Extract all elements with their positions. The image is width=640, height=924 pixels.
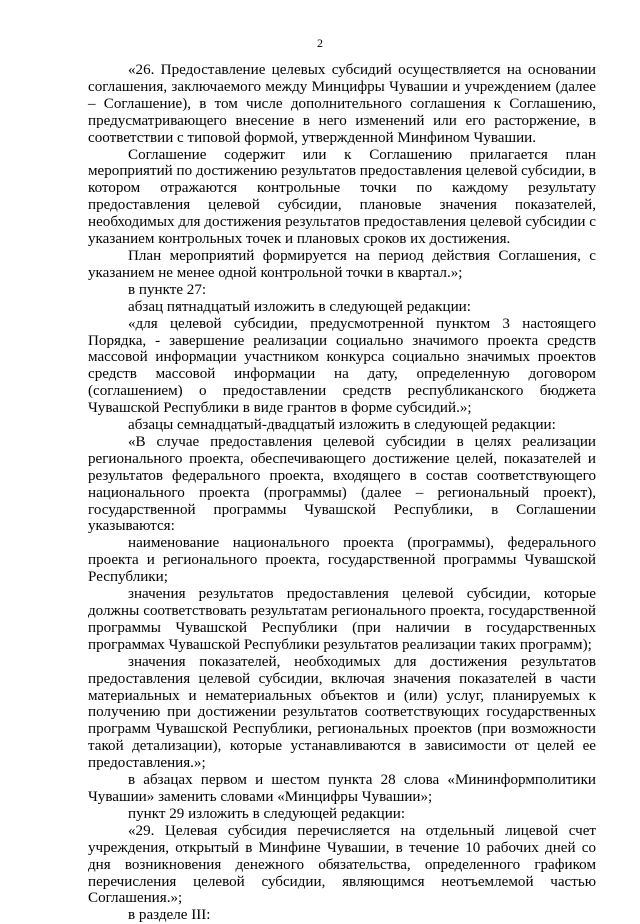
page-number: 2 <box>317 36 323 50</box>
paragraph-regional-project: «В случае предоставления целевой субсидии в целях реализации регионального проекта, обеспечивающего достижение целей, показателей и результатов федерального проекта, входящего в состав соответствующего национального проекта (программы) (далее – региональный проект), государственной программы Чувашской Республики, в Соглашении указываются: <box>88 433 596 535</box>
paragraph-plan-period: План мероприятий формируется на период действия Соглашения, с указанием не менее одной контрольной точки в квартал.»; <box>88 247 596 281</box>
paragraph-fifteenth-clause: абзац пятнадцатый изложить в следующей редакции: <box>128 298 471 315</box>
document-body <box>88 62 596 924</box>
paragraph-item-26-intro: «26. Предоставление целевых субсидий осуществляется на основании соглашения, заключаемого между Минцифры Чувашии и учреждением (далее – Соглашение), в том числе дополнительного соглашения к Соглашению, предусматривающего внесение в него изменений или его расторжение, в соответствии с типовой формой, утвержденной Минфином Чувашии. <box>88 62 596 146</box>
paragraph-item-29-text: «29. Целевая субсидия перечисляется на отдельный лицевой счет учреждения, открытый в Минфине Чувашии, в течение 10 рабочих дней со дня возникновения денежного обязательства, определенного графиком перечисления целевой субсидии, являющимся неотъемлемой частью Соглашения.»; <box>88 822 596 907</box>
paragraph-clauses-17-20: абзацы семнадцатый-двадцатый изложить в следующей редакции: <box>128 417 556 434</box>
paragraph-project-names: наименование национального проекта (программы), федерального проекта и регионального проекта, государственной программы Чувашской Республики; <box>88 535 596 586</box>
paragraph-section-3: в разделе III: <box>128 907 211 924</box>
paragraph-indicator-values: значения показателей, необходимых для достижения результатов предоставления целевой субсидии, включая значения показателей в части материальных и нематериальных объектов и (или) услуг, планируемых к получению при достижении результатов соответствующих государственных программ Чувашской Республики, региональных проектов (при возможности такой детализации), которые устанавливаются в зависимости от целей ее предоставления.»; <box>88 653 596 772</box>
paragraph-item-28-replace: в абзацах первом и шестом пункта 28 слова «Мининформполитики Чувашии» заменить словами «Минцифры Чувашии»; <box>88 772 596 805</box>
paragraph-grant-completion: «для целевой субсидии, предусмотренной пунктом 3 настоящего Порядка, - завершение реализации социально значимого проекта средств массовой информации участником конкурса социально значимых проектов средств массовой информации на дату, определенную договором (соглашением) о предоставлении средств республиканского бюджета Чувашской Республики в виде грантов в форме субсидий.»; <box>88 315 596 417</box>
paragraph-agreement-plan: Соглашение содержит или к Соглашению прилагается план мероприятий по достижению результатов предоставления целевой субсидии, в котором отражаются контрольные точки по каждому результату предоставления целевой субсидии, плановые значения показателей, необходимых для достижения результатов предоставления целевой субсидии с указанием контрольных точек и плановых сроков их достижения. <box>88 146 596 248</box>
paragraph-in-item-27: в пункте 27: <box>128 281 207 298</box>
paragraph-item-29-heading: пункт 29 изложить в следующей редакции: <box>128 805 406 822</box>
paragraph-result-values: значения результатов предоставления целевой субсидии, которые должны соответствовать результатам регионального проекта, государственной программы Чувашской Республики (при наличии в государственных программах Чувашской Республики результатов реализации таких программ); <box>88 586 596 653</box>
